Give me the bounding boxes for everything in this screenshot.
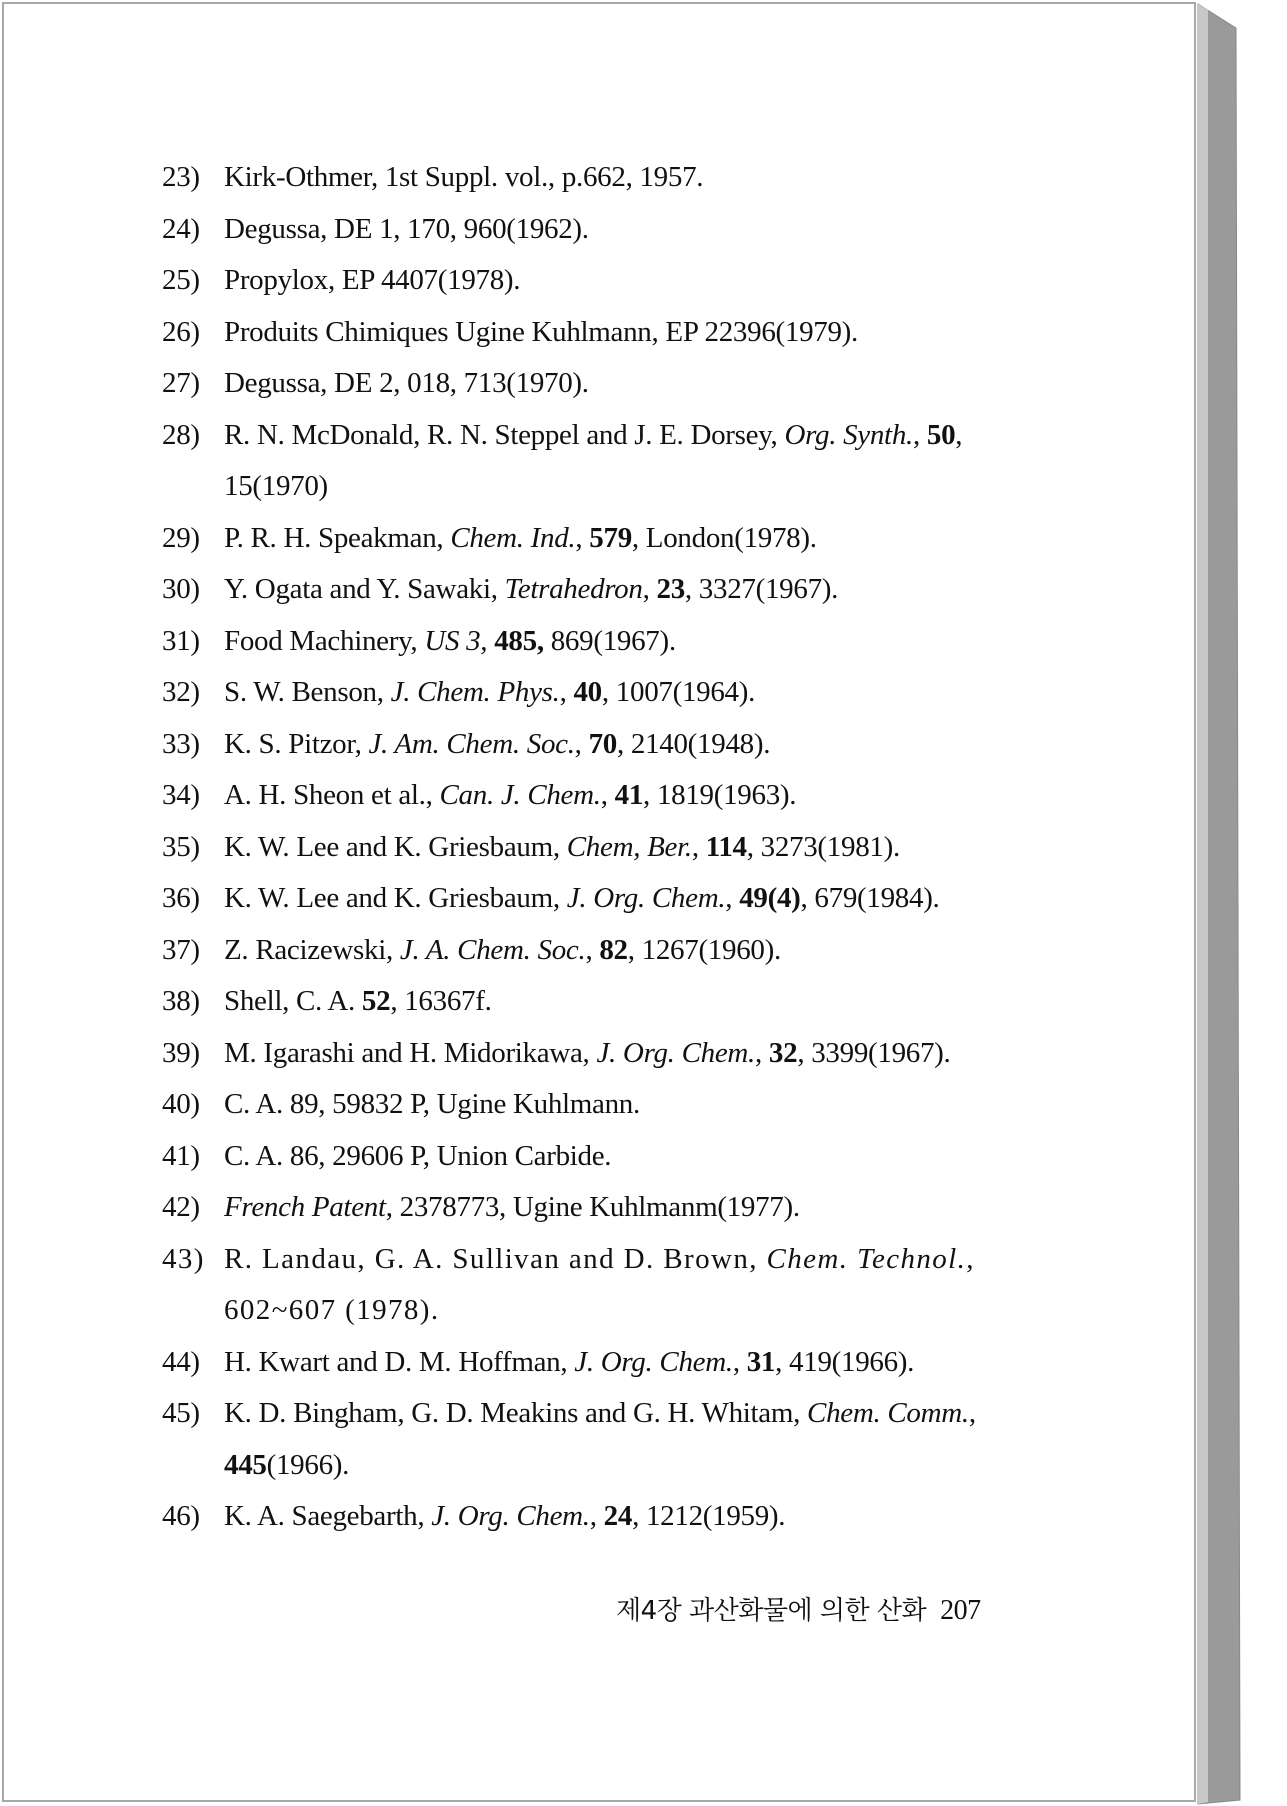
- page: [2, 2, 1196, 1802]
- reference-text: Degussa, DE 1, 170, 960(1962).: [224, 212, 589, 245]
- reference-text: 869(1967).: [543, 624, 676, 657]
- reference-text: Propylox, EP 4407(1978).: [224, 264, 521, 296]
- reference-journal: Can. J. Chem.: [439, 779, 601, 811]
- reference-text: ,: [575, 521, 590, 554]
- reference-continuation: [224, 461, 1042, 513]
- reference-volume: 32: [768, 1036, 798, 1069]
- reference-text: ,: [574, 727, 589, 760]
- reference-item: [162, 307, 1042, 359]
- reference-text: , 16367f.: [390, 985, 492, 1017]
- reference-number: 44): [162, 1345, 200, 1378]
- reference-text: , 1267(1960).: [627, 933, 781, 966]
- reference-authors: R. Landau, G. A. Sullivan and D. Brown,: [224, 1242, 767, 1275]
- reference-number: 35): [162, 830, 200, 863]
- reference-text: (1966).: [266, 1448, 350, 1481]
- reference-item: [162, 1234, 1042, 1337]
- reference-item: [162, 1131, 1042, 1183]
- reference-volume: 23: [656, 573, 685, 605]
- reference-item: [162, 1028, 1042, 1080]
- reference-item: [162, 204, 1042, 256]
- reference-volume: 41: [614, 779, 644, 811]
- page-number: 207: [940, 1595, 981, 1626]
- reference-authors: Z. Racizewski,: [224, 933, 400, 966]
- reference-number: 27): [162, 367, 200, 399]
- reference-number: 39): [162, 1036, 200, 1069]
- reference-volume: 114: [705, 830, 747, 863]
- reference-text: ,: [966, 1242, 975, 1275]
- reference-authors: K. W. Lee and K. Griesbaum,: [224, 882, 567, 914]
- reference-journal: J. Chem. Phys.: [390, 676, 560, 708]
- reference-journal: Chem. Ind.: [450, 521, 576, 554]
- reference-text: , 2140(1948).: [616, 727, 771, 760]
- reference-authors: H. Kwart and D. M. Hoffman,: [224, 1345, 575, 1378]
- reference-text: ,: [725, 882, 740, 914]
- reference-text: , 3327(1967).: [684, 573, 839, 605]
- reference-journal: French Patent: [224, 1191, 386, 1223]
- reference-journal: J. Org. Chem.: [574, 1345, 733, 1378]
- reference-number: 32): [162, 676, 200, 708]
- reference-number: 43): [162, 1242, 205, 1275]
- reference-authors: K. A. Saegebarth,: [224, 1500, 432, 1532]
- reference-volume: 49(4): [739, 882, 801, 914]
- reference-text: , London(1978).: [631, 521, 817, 554]
- reference-text: ,: [600, 779, 615, 811]
- reference-item: [162, 667, 1042, 719]
- reference-journal: Chem, Ber.: [566, 830, 692, 863]
- reference-authors: K. S. Pitzor,: [224, 727, 369, 760]
- reference-item: [162, 770, 1042, 822]
- reference-number: 38): [162, 985, 200, 1017]
- reference-item: [162, 358, 1042, 410]
- reference-volume: 50: [926, 418, 956, 451]
- reference-text: 15(1970): [224, 470, 328, 502]
- reference-text: ,: [968, 1397, 976, 1429]
- reference-authors: K. W. Lee and K. Griesbaum,: [224, 830, 567, 863]
- reference-number: 34): [162, 779, 200, 811]
- reference-number: 45): [162, 1397, 200, 1429]
- reference-number: 29): [162, 521, 200, 554]
- reference-text: ,: [912, 418, 927, 451]
- reference-number: 46): [162, 1500, 200, 1532]
- reference-number: 41): [162, 1139, 200, 1172]
- reference-authors: A. H. Sheon et al.,: [224, 779, 440, 811]
- reference-authors: Shell, C. A.: [224, 985, 362, 1017]
- reference-continuation: [224, 1440, 1042, 1492]
- reference-volume: 82: [599, 933, 628, 966]
- reference-continuation: [224, 1285, 1042, 1337]
- reference-journal: J. Org. Chem.: [431, 1500, 590, 1532]
- reference-text: , 3399(1967).: [797, 1036, 951, 1069]
- reference-journal: US 3,: [424, 624, 488, 657]
- reference-journal: J. Org. Chem.: [566, 882, 726, 914]
- reference-item: [162, 1388, 1042, 1491]
- reference-item: [162, 513, 1042, 565]
- reference-text: ,: [691, 830, 706, 863]
- reference-journal: Tetrahedron: [504, 573, 643, 605]
- reference-text: 602~607 (1978).: [224, 1294, 440, 1326]
- reference-text: ,: [955, 418, 963, 451]
- reference-number: 26): [162, 315, 200, 348]
- reference-journal: J. Am. Chem. Soc.: [368, 727, 575, 760]
- reference-number: 25): [162, 264, 200, 296]
- reference-item: [162, 925, 1042, 977]
- reference-item: [162, 410, 1042, 513]
- reference-item: [162, 873, 1042, 925]
- reference-text: C. A. 89, 59832 P, Ugine Kuhlmann.: [224, 1088, 640, 1120]
- reference-authors: P. R. H. Speakman,: [224, 521, 451, 554]
- reference-text: , 1819(1963).: [643, 779, 797, 811]
- reference-authors: Food Machinery,: [224, 624, 425, 657]
- reference-text: Degussa, DE 2, 018, 713(1970).: [224, 367, 589, 399]
- running-footer: [616, 1590, 981, 1627]
- reference-text: , 419(1966).: [775, 1345, 915, 1378]
- reference-authors: K. D. Bingham, G. D. Meakins and G. H. Whitam,: [224, 1397, 808, 1429]
- reference-volume: 24: [603, 1500, 633, 1532]
- reference-authors: Y. Ogata and Y. Sawaki,: [224, 573, 505, 605]
- reference-item: [162, 822, 1042, 874]
- reference-volume: 445: [224, 1448, 267, 1481]
- reference-volume: 52: [361, 985, 391, 1017]
- reference-number: 24): [162, 212, 200, 245]
- reference-number: 37): [162, 933, 200, 966]
- reference-text: , 2378773, Ugine Kuhlmanm(1977).: [385, 1191, 800, 1223]
- reference-list: [162, 152, 1042, 1543]
- reference-volume: 31: [746, 1345, 776, 1378]
- reference-text: ,: [642, 573, 657, 605]
- reference-number: 42): [162, 1191, 200, 1223]
- reference-number: 40): [162, 1088, 200, 1120]
- reference-text: , 679(1984).: [800, 882, 940, 914]
- reference-authors: R. N. McDonald, R. N. Steppel and J. E. Dorsey,: [224, 418, 785, 451]
- reference-item: [162, 1337, 1042, 1389]
- reference-item: [162, 1491, 1042, 1543]
- reference-item: [162, 616, 1042, 668]
- reference-item: [162, 152, 1042, 204]
- reference-text: Produits Chimiques Ugine Kuhlmann, EP 22396(1979).: [224, 315, 858, 348]
- reference-item: [162, 976, 1042, 1028]
- reference-number: 23): [162, 161, 200, 193]
- reference-text: , 1212(1959).: [632, 1500, 786, 1532]
- reference-text: Kirk-Othmer, 1st Suppl. vol., p.662, 1957.: [224, 161, 704, 193]
- reference-journal: Chem. Comm.: [807, 1397, 969, 1429]
- footer-chapter-title: 제4장 과산화물에 의한 산화: [616, 1596, 927, 1626]
- reference-volume: 40: [573, 676, 602, 708]
- reference-authors: M. Igarashi and H. Midorikawa,: [224, 1036, 597, 1069]
- reference-text: , 1007(1964).: [601, 676, 756, 708]
- reference-text: ,: [559, 676, 574, 708]
- reference-number: 31): [162, 624, 200, 657]
- reference-number: 30): [162, 573, 200, 605]
- reference-item: [162, 1182, 1042, 1234]
- reference-text: ,: [732, 1345, 747, 1378]
- reference-item: [162, 564, 1042, 616]
- reference-volume: 579: [589, 521, 632, 554]
- reference-volume: 485,: [494, 624, 544, 657]
- reference-authors: S. W. Benson,: [224, 676, 391, 708]
- reference-journal: Chem. Technol.: [766, 1242, 967, 1275]
- reference-item: [162, 1079, 1042, 1131]
- reference-volume: 70: [588, 727, 617, 760]
- reference-journal: J. Org. Chem.: [596, 1036, 755, 1069]
- reference-journal: Org. Synth.: [784, 418, 913, 451]
- reference-text: , 3273(1981).: [746, 830, 900, 863]
- reference-number: 36): [162, 882, 200, 914]
- reference-item: [162, 719, 1042, 771]
- reference-journal: J. A. Chem. Soc.: [399, 933, 586, 966]
- reference-item: [162, 255, 1042, 307]
- reference-text: ,: [589, 1500, 604, 1532]
- reference-number: 33): [162, 727, 200, 760]
- reference-text: ,: [755, 1036, 769, 1069]
- reference-number: 28): [162, 418, 200, 451]
- reference-text: ,: [585, 933, 600, 966]
- reference-text: C. A. 86, 29606 P, Union Carbide.: [224, 1139, 612, 1172]
